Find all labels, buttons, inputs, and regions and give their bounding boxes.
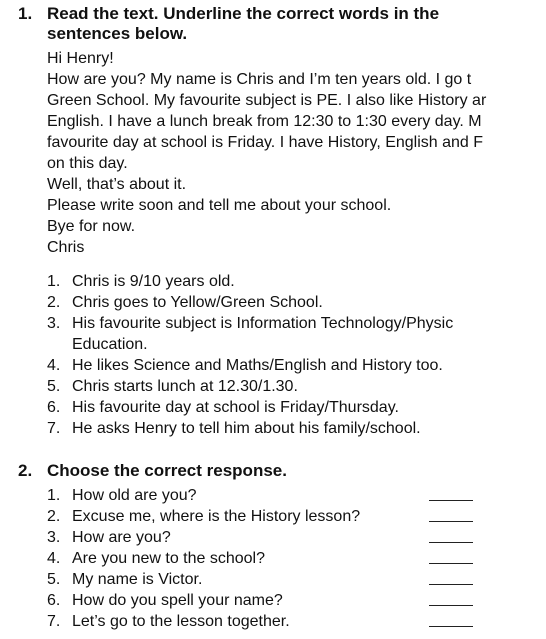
letter-line: favourite day at school is Friday. I have History, English and F	[47, 134, 484, 151]
letter-line: How are you? My name is Chris and I’m ten years old. I go t	[47, 71, 472, 88]
answer-blank[interactable]	[429, 500, 473, 501]
item-number: 3.	[47, 315, 61, 332]
question-text: Are you new to the school?	[72, 550, 266, 567]
letter-line: Bye for now.	[47, 218, 136, 235]
sentence-text[interactable]: His favourite day at school is Friday/Thursday.	[72, 399, 399, 416]
item-number: 7.	[47, 613, 61, 630]
answer-blank[interactable]	[429, 563, 473, 564]
item-number: 6.	[47, 592, 61, 609]
exercise1-instruction-line2: sentences below.	[47, 24, 188, 43]
letter-signature: Chris	[47, 239, 85, 256]
question-text: Let’s go to the lesson together.	[72, 613, 290, 630]
exercise2-instruction: Choose the correct response.	[47, 461, 287, 480]
item-number: 5.	[47, 378, 61, 395]
answer-blank[interactable]	[429, 542, 473, 543]
letter-text	[47, 48, 486, 258]
sentence-text[interactable]: Chris goes to Yellow/Green School.	[72, 294, 323, 311]
item-number: 4.	[47, 357, 61, 374]
sentence-text[interactable]: He asks Henry to tell him about his family/school.	[72, 420, 421, 437]
exercise1-instruction-line1: Read the text. Underline the correct words in the	[47, 4, 440, 23]
question-text: How are you?	[72, 529, 171, 546]
answer-blank[interactable]	[429, 584, 473, 585]
item-number: 5.	[47, 571, 61, 588]
item-number: 7.	[47, 420, 61, 437]
exercise1-number: 1.	[18, 4, 33, 23]
letter-line: on this day.	[47, 155, 128, 172]
answer-blank[interactable]	[429, 521, 473, 522]
question-text: My name is Victor.	[72, 571, 203, 588]
question-text: How do you spell your name?	[72, 592, 283, 609]
letter-line: Hi Henry!	[47, 50, 114, 67]
sentence-text[interactable]: He likes Science and Maths/English and History too.	[72, 357, 443, 374]
letter-line: Well, that’s about it.	[47, 176, 187, 193]
sentence-text[interactable]: Chris starts lunch at 12.30/1.30.	[72, 378, 298, 395]
letter-line: Please write soon and tell me about your school.	[47, 197, 392, 214]
question-text: How old are you?	[72, 487, 197, 504]
sentence-text[interactable]: Chris is 9/10 years old.	[72, 273, 235, 290]
item-number: 1.	[47, 273, 61, 290]
sentence-text[interactable]: His favourite subject is Information Technology/Physic	[72, 315, 454, 332]
question-text: Excuse me, where is the History lesson?	[72, 508, 361, 525]
answer-blank[interactable]	[429, 626, 473, 627]
item-number: 2.	[47, 294, 61, 311]
item-number: 3.	[47, 529, 61, 546]
item-number: 6.	[47, 399, 61, 416]
sentence-text[interactable]: Education.	[72, 336, 148, 353]
exercise2-number: 2.	[18, 461, 33, 480]
item-number: 1.	[47, 487, 61, 504]
answer-blank[interactable]	[429, 605, 473, 606]
letter-line: English. I have a lunch break from 12:30 to 1:30 every day. M	[47, 113, 482, 130]
letter-line: Green School. My favourite subject is PE. I also like History ar	[47, 92, 487, 109]
item-number: 4.	[47, 550, 61, 567]
item-number: 2.	[47, 508, 61, 525]
